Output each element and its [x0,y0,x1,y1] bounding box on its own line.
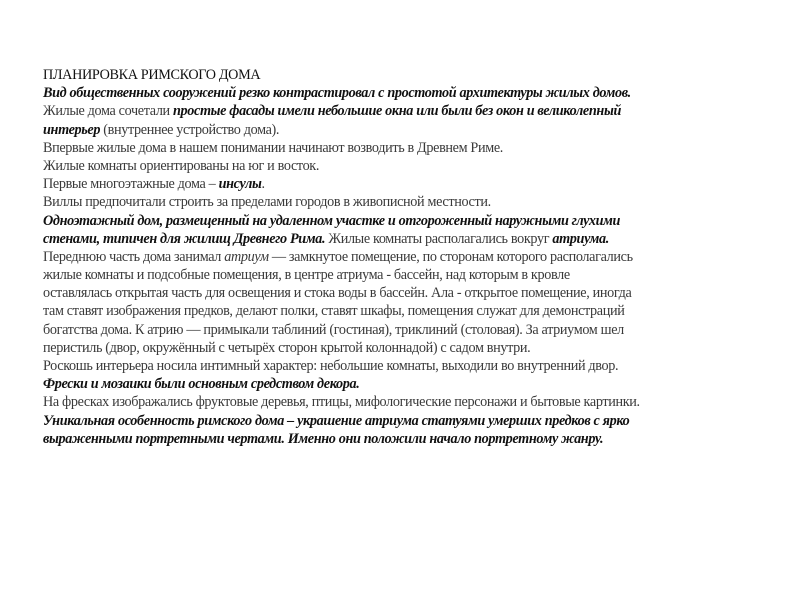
text-line: там ставят изображения предков, делают полки, ставят шкафы, помещения служат для демонстраций [43,303,625,320]
text-line: перистиль (двор, окружённый с четырёх сторон крытой колоннадой) с садом внутри. [43,339,531,356]
text-segment: (внутреннее устройство дома). [100,121,280,138]
text-segment: Жилые дома сочетали [43,103,173,120]
emphasis: интерьер [43,121,101,138]
text-line [43,230,773,248]
text-line: Одноэтажный дом, размещенный на удаленном участке и отгороженный наружными глухими [43,212,621,229]
text-line: Вид общественных сооружений резко контрастировал с простотой архитектуры жилых домов. [43,85,631,102]
text-line: Виллы предпочитали строить за пределами городов в живописной местности. [43,194,491,211]
text-segment: Первые многоэтажные дома – [43,176,219,193]
text-segment: . [261,176,265,193]
text-line: Фрески и мозаики были основным средством декора. [43,376,360,393]
text-segment: — замкнутое помещение, по сторонам которого располагались [268,248,633,265]
text-line [43,248,773,266]
document-body [43,66,773,448]
emphasis: атриум [224,248,269,265]
text-line: выраженными портретными чертами. Именно они положили начало портретному жанру. [43,430,604,447]
emphasis: инсулы [218,176,262,193]
document-title: ПЛАНИРОВКА РИМСКОГО ДОМА [43,67,261,83]
text-line: Впервые жилые дома в нашем понимании начинают возводить в Древнем Риме. [43,139,503,156]
emphasis: атриума. [552,230,609,247]
text-line [43,121,773,139]
text-line: Жилые комнаты ориентированы на юг и восток. [43,157,320,174]
text-line: Роскошь интерьера носила интимный характер: небольшие комнаты, выходили во внутренний двор. [43,358,619,374]
text-line [43,175,773,193]
text-segment: Жилые комнаты располагались вокруг [325,230,553,247]
text-line: богатства дома. К атрию — примыкали таблиний (гостиная), триклиний (столовая). За атриумом шел [43,321,624,338]
emphasis: простые фасады имели небольшие окна или были без окон и великолепный [173,103,621,120]
emphasis: стенами, типичен для жилищ Древнего Рима. [43,230,326,247]
text-line: оставлялась открытая часть для освещения и стока воды в бассейн. Ала - открытое помещение, иногда [43,285,632,302]
text-line: На фресках изображались фруктовые деревья, птицы, мифологические персонажи и бытовые картинки. [43,394,640,411]
text-line: Уникальная особенность римского дома – украшение атриума статуями умерших предков с ярко [43,412,630,429]
text-line [43,102,773,120]
text-line: жилые комнаты и подсобные помещения, в центре атриума - бассейн, над которым в кровле [43,267,570,284]
text-segment: Переднюю часть дома занимал [43,248,225,265]
